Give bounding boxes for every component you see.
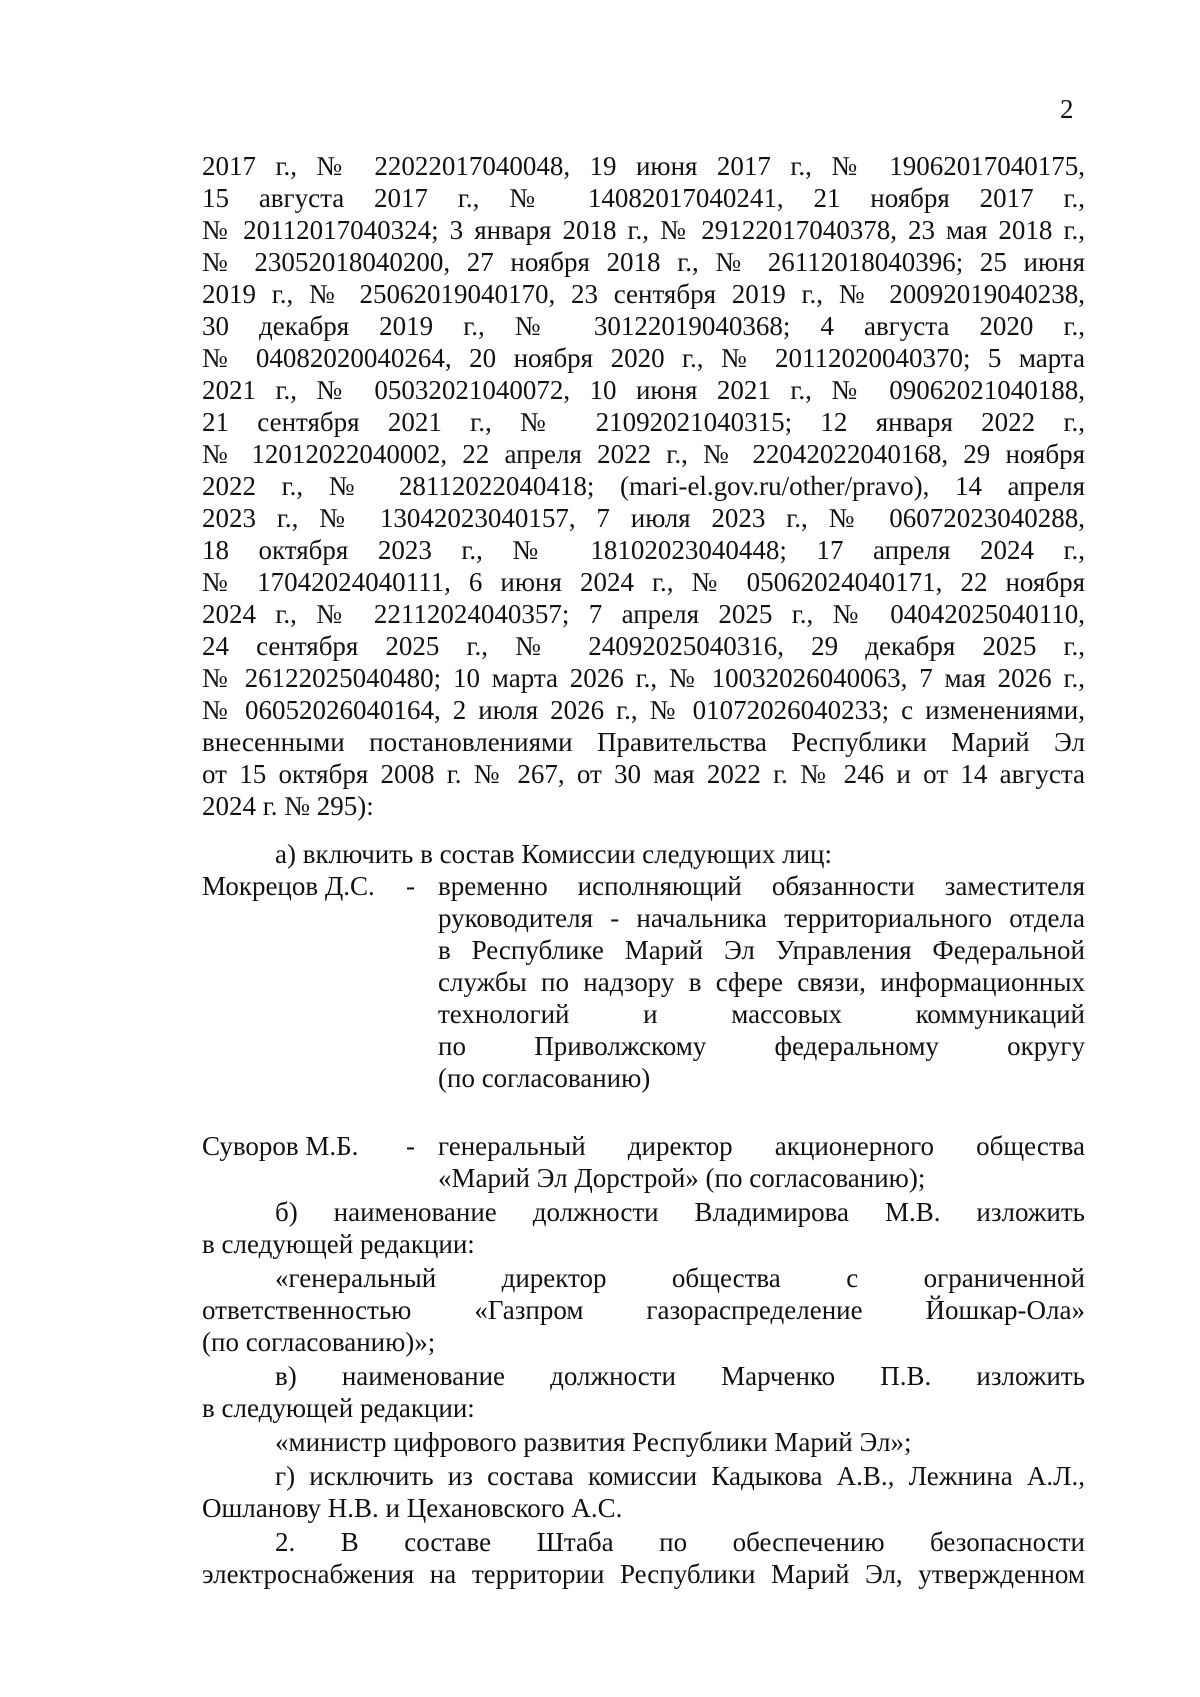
paragraph-line: 24 сентября 2025 г., № 24092025040316, 29 декабря 2025 г., (202, 631, 1085, 661)
paragraph-line: 2023 г., № 13042023040157, 7 июля 2023 г., № 06072023040288, (202, 503, 1085, 533)
member-name: Суворов М.Б. (202, 1131, 359, 1161)
quote-b-line: (по согласованию)»; (202, 1327, 436, 1357)
member-position-line: временно исполняющий обязанности заместителя (438, 871, 1085, 901)
paragraph-line: 21 сентября 2021 г., № 21092021040315; 12 января 2022 г., (202, 407, 1085, 437)
paragraph-line: № 06052026040164, 2 июля 2026 г., № 01072026040233; с изменениями, (202, 695, 1085, 725)
item-b-line: в следующей редакции: (202, 1229, 475, 1259)
member-dash: - (406, 1131, 415, 1161)
paragraph-line: 2017 г., № 22022017040048, 19 июня 2017 г., № 19062017040175, (202, 151, 1085, 181)
paragraph-line: № 12012022040002, 22 апреля 2022 г., № 22042022040168, 29 ноября (202, 439, 1085, 469)
member-position-line: (по согласованию) (438, 1063, 651, 1093)
item-2-line: 2. В составе Штаба по обеспечению безопасности (275, 1527, 1085, 1557)
item-b-line: б) наименование должности Владимирова М.В. изложить (275, 1197, 1085, 1227)
item-g-line: г) исключить из состава комиссии Кадыкова А.В., Лежнина А.Л., (275, 1461, 1085, 1491)
member-position-line: «Марий Эл Дорстрой» (по согласованию); (438, 1163, 926, 1193)
member-position-line: генеральный директор акционерного общества (438, 1131, 1085, 1161)
member-position-line: службы по надзору в сфере связи, информационных (438, 967, 1085, 997)
item-a-text: а) включить в состав Комиссии следующих лиц: (275, 839, 833, 869)
quote-b-line: «генеральный директор общества с ограниченной (275, 1263, 1085, 1293)
paragraph-line: № 26122025040480; 10 марта 2026 г., № 10032026040063, 7 мая 2026 г., (202, 663, 1085, 693)
member-name: Мокрецов Д.С. (202, 871, 375, 901)
item-g-line: Ошланову Н.В. и Цехановского А.С. (202, 1493, 623, 1523)
item-v-line: в следующей редакции: (202, 1393, 475, 1423)
quote-b-line: ответственностью «Газпром газораспределение Йошкар-Ола» (202, 1295, 1085, 1325)
paragraph-line: от 15 октября 2008 г. № 267, от 30 мая 2022 г. № 246 и от 14 августа (202, 759, 1085, 789)
paragraph-line: 30 декабря 2019 г., № 30122019040368; 4 августа 2020 г., (202, 311, 1085, 341)
paragraph-line: 2019 г., № 25062019040170, 23 сентября 2019 г., № 20092019040238, (202, 279, 1085, 309)
paragraph-line: 18 октября 2023 г., № 18102023040448; 17 апреля 2024 г., (202, 535, 1085, 565)
quote-v-line: «министр цифрового развития Республики Марий Эл»; (275, 1427, 912, 1457)
paragraph-line: № 17042024040111, 6 июня 2024 г., № 05062024040171, 22 ноября (202, 567, 1085, 597)
paragraph-line: внесенными постановлениями Правительства Республики Марий Эл (202, 727, 1085, 757)
member-position-line: в Республике Марий Эл Управления Федеральной (438, 935, 1085, 965)
member-position-line: руководителя - начальника территориального отдела (438, 903, 1085, 933)
paragraph-line: № 20112017040324; 3 января 2018 г., № 29122017040378, 23 мая 2018 г., (202, 215, 1085, 245)
paragraph-line: 2024 г., № 22112024040357; 7 апреля 2025 г., № 04042025040110, (202, 599, 1085, 629)
paragraph-line: 2022 г., № 28112022040418; (mari-el.gov.ru/other/pravo), 14 апреля (202, 471, 1085, 501)
member-position-line: технологий и массовых коммуникаций (438, 999, 1085, 1029)
member-position-line: по Приволжскому федеральному округу (438, 1031, 1085, 1061)
paragraph-line: 2021 г., № 05032021040072, 10 июня 2021 г., № 09062021040188, (202, 375, 1085, 405)
page-number: 2 (1060, 94, 1074, 124)
paragraph-line: № 04082020040264, 20 ноября 2020 г., № 20112020040370; 5 марта (202, 343, 1085, 373)
member-dash: - (406, 871, 415, 901)
item-2-line: электроснабжения на территории Республики Марий Эл, утвержденном (202, 1559, 1085, 1589)
item-v-line: в) наименование должности Марченко П.В. изложить (275, 1361, 1085, 1391)
paragraph-line: 15 августа 2017 г., № 14082017040241, 21 ноября 2017 г., (202, 183, 1085, 213)
paragraph-line: № 23052018040200, 27 ноября 2018 г., № 26112018040396; 25 июня (202, 247, 1085, 277)
paragraph-line: 2024 г. № 295): (202, 791, 374, 821)
